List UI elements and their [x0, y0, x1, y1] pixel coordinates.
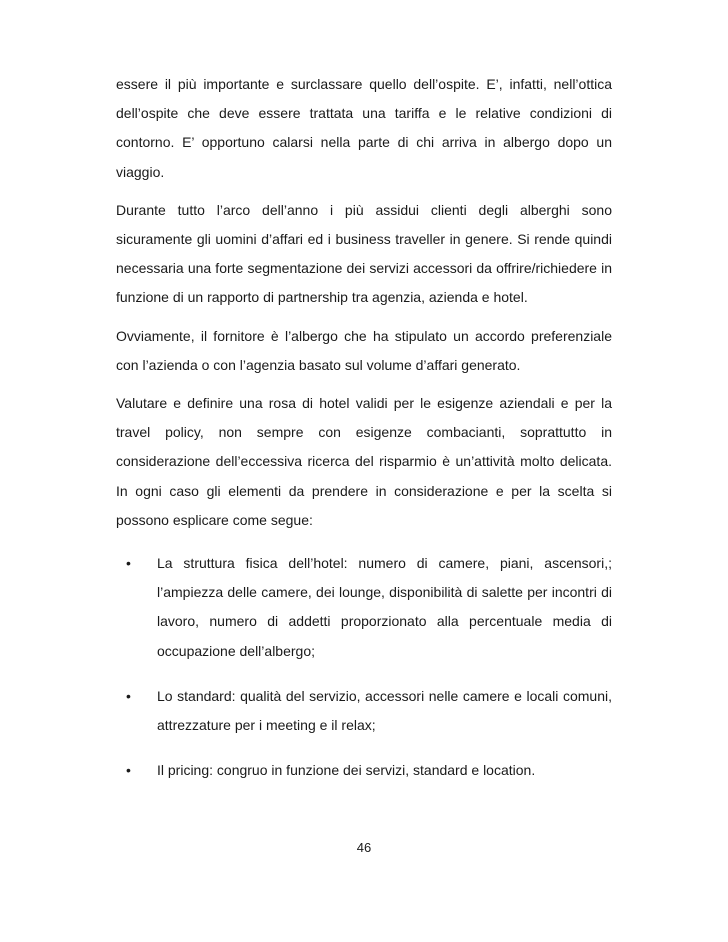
list-item	[116, 549, 612, 666]
page-body	[116, 70, 612, 801]
list-item	[116, 756, 612, 785]
selection-criteria-list	[116, 549, 612, 785]
list-item-text: Lo standard: qualità del servizio, accessori nelle camere e locali comuni, attrezzature per i meeting e il relax;	[157, 687, 612, 734]
bullet-icon: •	[126, 762, 131, 779]
list-item-text: Il pricing: congruo in funzione dei servizi, standard e location.	[157, 762, 536, 779]
bullet-icon: •	[126, 555, 131, 572]
list-item	[116, 682, 612, 740]
paragraph-hotel-selection: Valutare e definire una rosa di hotel validi per le esigenze aziendali e per la travel policy, non sempre con esigenze combacianti, soprattutto in considerazione dell’eccessiva ricerca del risparmio è un’attività molto delicata. In ogni caso gli elementi da prendere in considerazione e per la scelta si possono esplicare come segue:	[116, 395, 612, 528]
paragraph-business-travellers: Durante tutto l’arco dell’anno i più assidui clienti degli alberghi sono sicuramente gli uomini d’affari ed i business traveller in genere. Si rende quindi necessaria una forte segmentazione dei servizi accessori da offrire/richiedere in funzione di un rapporto di partnership tra agenzia, azienda e hotel.	[116, 201, 612, 306]
paragraph-guest-perspective: essere il più importante e surclassare quello dell’ospite. E’, infatti, nell’ottica dell’ospite che deve essere trattata una tariffa e le relative condizioni di contorno. E’ opportuno calarsi nella parte di chi arriva in albergo dopo un viaggio.	[116, 76, 612, 180]
paragraph-supplier: Ovviamente, il fornitore è l’albergo che ha stipulato un accordo preferenziale con l’azienda o con l’agenzia basato sul volume d’affari generato.	[116, 327, 612, 373]
list-item-text: La struttura fisica dell’hotel: numero di camere, piani, ascensori,; l’ampiezza delle camere, dei lounge, disponibilità di salette per incontri di lavoro, numero di addetti proporzionato alla percentuale media di occupazione dell’albergo;	[157, 555, 612, 659]
page-number: 46	[356, 840, 372, 855]
bullet-icon: •	[126, 687, 131, 704]
